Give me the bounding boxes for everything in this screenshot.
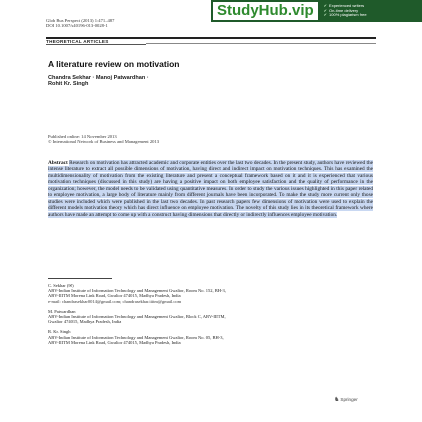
publisher-logo	[334, 396, 358, 403]
affiliation-name: M. Patwardhan	[48, 308, 76, 314]
springer-horse-icon: ♞	[334, 397, 340, 403]
section-label: THEORETICAL ARTICLES	[46, 38, 109, 44]
published-date: Published online: 14 November 2013	[48, 134, 117, 139]
affiliation-line: ABV-IIITM Morena Link Road, Gwalior 474015, Madhya Pradesh, India	[48, 339, 181, 345]
abstract	[48, 160, 373, 218]
abstract-text: Research on motivation has attracted academic and corporate entities over the last two decades. In the present study, authors have reviewed the intense literature to extract all possible dimensions of motivation, having direct and indirect impact on motivation techniques. This has examined the multidimensionality of motivation from the existing literature and present a conceptual framework based on it and it is experienced that various motivation techniques (discussed in this study) are having a positive impact on both employee satisfaction and the quality of performance in the organization; however, the model needs to be validated using quantitative measures. In order to study the various issues highlighted in this paper related to employee motivation, a large body of literature mainly from different journals have been incorporated. To make the study more current only those studies were included which were published in the last two decades. In past research papers few dimensions of motivation were used to explain the different models motivation theory which has direct influence on employee motivation. The novelty of this study lies in its theoretical framework where authors have made an attempt to come up with a construct having dimensions that directly or indirectly influences employee motivation.	[48, 160, 373, 218]
journal-doi: DOI 10.1007/s40196-013-0028-1	[46, 23, 108, 28]
affiliation-line: ABV-IIITM Morena Link Road, Gwalior 474015, Madhya Pradesh, India	[48, 293, 181, 299]
banner-tags	[318, 4, 367, 18]
paper-title: A literature review on motivation	[48, 59, 180, 69]
affiliation-name: C. Sekhar (✉)	[48, 283, 74, 288]
affiliation-block	[48, 309, 368, 325]
affiliation-line: ABV-Indian Institute of Information Technology and Management Gwalior, Block C, ABV-IIITM,	[48, 314, 226, 320]
check-icon: ✔	[323, 7, 328, 13]
banner-tag: ✔ 100% plagiarism free	[323, 12, 367, 18]
banner-tag: ✔ Experienced writers	[323, 3, 365, 9]
author-affiliations	[48, 283, 368, 350]
affiliation-line: ABV-Indian Institute of Information Technology and Management Gwalior, Room No. 152, BH-3,	[48, 288, 226, 294]
studyhub-banner[interactable]	[211, 0, 422, 22]
publisher-name: Springer	[340, 397, 358, 402]
section-underline	[146, 43, 376, 44]
publication-info	[48, 134, 159, 144]
banner-tag: ✔ On-time delivery	[323, 7, 359, 13]
affiliation-line: ABV-Indian Institute of Information Technology and Management Gwalior, Room No. 05, BH-3,	[48, 334, 224, 340]
check-icon: ✔	[323, 3, 328, 9]
author-line: Rohit Kr. Singh	[48, 81, 89, 88]
affiliation-line: Gwalior 474015, Madhya Pradesh, India	[48, 319, 122, 325]
paper-authors	[48, 75, 248, 88]
section-underline	[46, 44, 146, 45]
journal-citation: Glob Bus Perspect (2013) 1:471–487	[46, 18, 115, 23]
author-line: Chandra Sekhar · Manoj Patwardhan ·	[48, 75, 149, 81]
check-icon: ✔	[323, 12, 328, 18]
affiliation-block	[48, 329, 368, 345]
affiliation-block	[48, 283, 368, 304]
abstract-label: Abstract	[48, 160, 68, 166]
affiliation-name: R. Kr. Singh	[48, 329, 71, 335]
banner-logo[interactable]: StudyHub.vip	[213, 2, 318, 20]
affiliation-email[interactable]: e-mail: chandrasekhar0014@gmail.com; chandrasekhar.iiitm@gmail.com	[48, 298, 182, 304]
copyright-line: © International Network of Business and Management 2013	[48, 139, 160, 145]
footnote-rule	[48, 278, 112, 279]
